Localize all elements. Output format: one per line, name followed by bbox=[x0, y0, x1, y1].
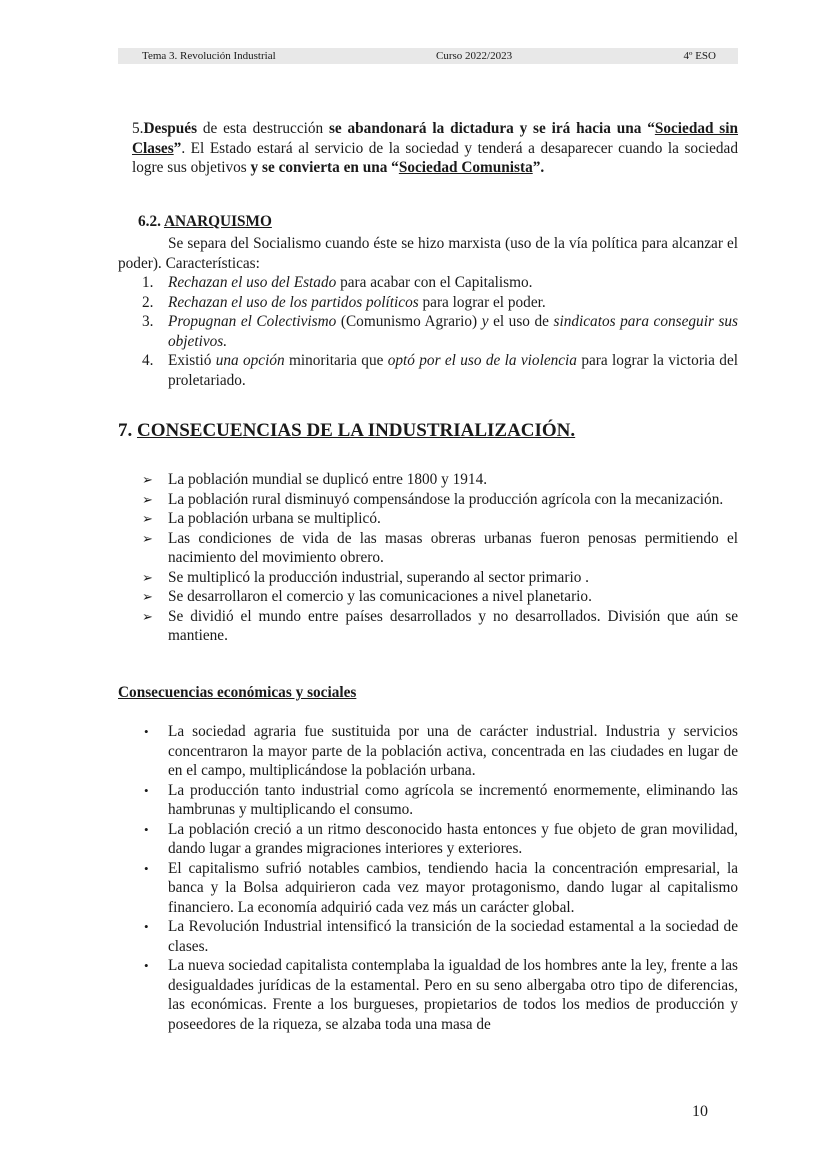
list-item: • La producción tanto industrial como agrícola se incrementó enormemente, eliminando las hambrunas y multiplicando el consumo. bbox=[144, 781, 738, 818]
arrow-bullet-icon: ➢ bbox=[142, 491, 153, 507]
list-item: • El capitalismo sufrió notables cambios, tendiendo hacia la concentración empresarial, la banca y la Bolsa adquirieron cada vez mayor protagonismo, dando lugar al capitalismo financiero. La economía adquirió cada vez más un carácter global. bbox=[144, 859, 738, 916]
list-item: ➢ Se desarrollaron el comercio y las comunicaciones a nivel planetario. bbox=[142, 588, 592, 605]
bullet-icon: • bbox=[144, 919, 149, 934]
list-item: 3. Propugnan el Colectivismo (Comunismo Agrario) y el uso de sindicatos para conseguir sus objetivos. bbox=[142, 313, 739, 350]
bullet-icon: • bbox=[144, 860, 149, 876]
page-number: 10 bbox=[692, 1103, 708, 1120]
arrow-bullet-icon: ➢ bbox=[142, 569, 153, 585]
header-level: 4º ESO bbox=[683, 50, 716, 62]
bullet-icon: • bbox=[144, 958, 149, 973]
list-item: 2. Rechazan el uso de los partidos políticos para lograr el poder. bbox=[142, 293, 546, 311]
consequences-list bbox=[118, 470, 738, 646]
arrow-bullet-icon: ➢ bbox=[142, 608, 153, 624]
list-item: 1. Rechazan el uso del Estado para acabar con el Capitalismo. bbox=[142, 274, 533, 291]
subsection-heading: Consecuencias económicas y sociales bbox=[118, 684, 357, 701]
page-header bbox=[118, 48, 738, 64]
header-topic: Tema 3. Revolución Industrial bbox=[142, 50, 276, 62]
bullet-icon: • bbox=[144, 821, 149, 837]
arrow-bullet-icon: ➢ bbox=[142, 589, 153, 604]
list-item: ➢ La población mundial se duplicó entre 1800 y 1914. bbox=[142, 471, 488, 488]
arrow-bullet-icon: ➢ bbox=[142, 530, 153, 546]
list-item: ➢ La población rural disminuyó compensándose la producción agrícola con la mecanización. bbox=[142, 490, 724, 508]
arrow-bullet-icon: ➢ bbox=[142, 472, 153, 487]
list-item: ➢ Las condiciones de vida de las masas obreras urbanas fueron penosas permitiendo el nacimiento del movimiento obrero. bbox=[142, 529, 738, 566]
point-5-number: 5. bbox=[132, 120, 144, 137]
bullet-icon: • bbox=[144, 724, 149, 739]
anarquismo-list bbox=[118, 273, 738, 390]
anarquismo-intro: Se separa del Socialismo cuando éste se hizo marxista (uso de la vía política para alcanzar el poder). Características: bbox=[118, 235, 738, 272]
list-item: • La población creció a un ritmo desconocido hasta entonces y fue objeto de gran movilidad, dando lugar a grandes migraciones interiores y exteriores. bbox=[144, 820, 738, 857]
list-item: • La nueva sociedad capitalista contemplaba la igualdad de los hombres ante la ley, frente a las desigualdades jurídicas de la estamental. Pero en su seno albergaba otro tipo de diferencias, las económicas. Frente a los burgueses, propietarios de todos los medios de producción y poseedores de la riqueza, se alzaba toda una masa de bbox=[144, 957, 738, 1033]
economic-social-list bbox=[118, 722, 738, 1034]
list-item: • La Revolución Industrial intensificó la transición de la sociedad estamental a la sociedad de clases. bbox=[144, 918, 738, 955]
bullet-icon: • bbox=[144, 782, 149, 798]
section-7-heading: 7. CONSECUENCIAS DE LA INDUSTRIALIZACIÓN. bbox=[118, 420, 576, 441]
list-item: • La sociedad agraria fue sustituida por una de carácter industrial. Industria y servicios concentraron la mayor parte de la población activa, concentrada en las ciudades en lugar de en el campo, multiplicándose la población urbana. bbox=[144, 723, 738, 779]
list-item: ➢ Se dividió el mundo entre países desarrollados y no desarrollados. División que aún se mantiene. bbox=[142, 607, 738, 644]
arrow-bullet-icon: ➢ bbox=[142, 511, 153, 526]
section-6-2-heading: 6.2. ANARQUISMO bbox=[138, 213, 272, 230]
list-item: ➢ Se multiplicó la producción industrial, superando al sector primario . bbox=[142, 568, 589, 586]
list-item: 4. Existió una opción minoritaria que optó por el uso de la violencia para lograr la victoria del proletariado. bbox=[142, 352, 738, 389]
header-course: Curso 2022/2023 bbox=[436, 50, 513, 62]
list-item: ➢ La población urbana se multiplicó. bbox=[142, 510, 381, 527]
point-5-paragraph: 5.Después de esta destrucción se abandonará la dictadura y se irá hacia una “Sociedad sin Clases”. El Estado estará al servicio de la sociedad y tenderá a desaparecer cuando la sociedad logre sus objetivos y se convierta en una “Sociedad Comunista”. bbox=[132, 120, 739, 176]
